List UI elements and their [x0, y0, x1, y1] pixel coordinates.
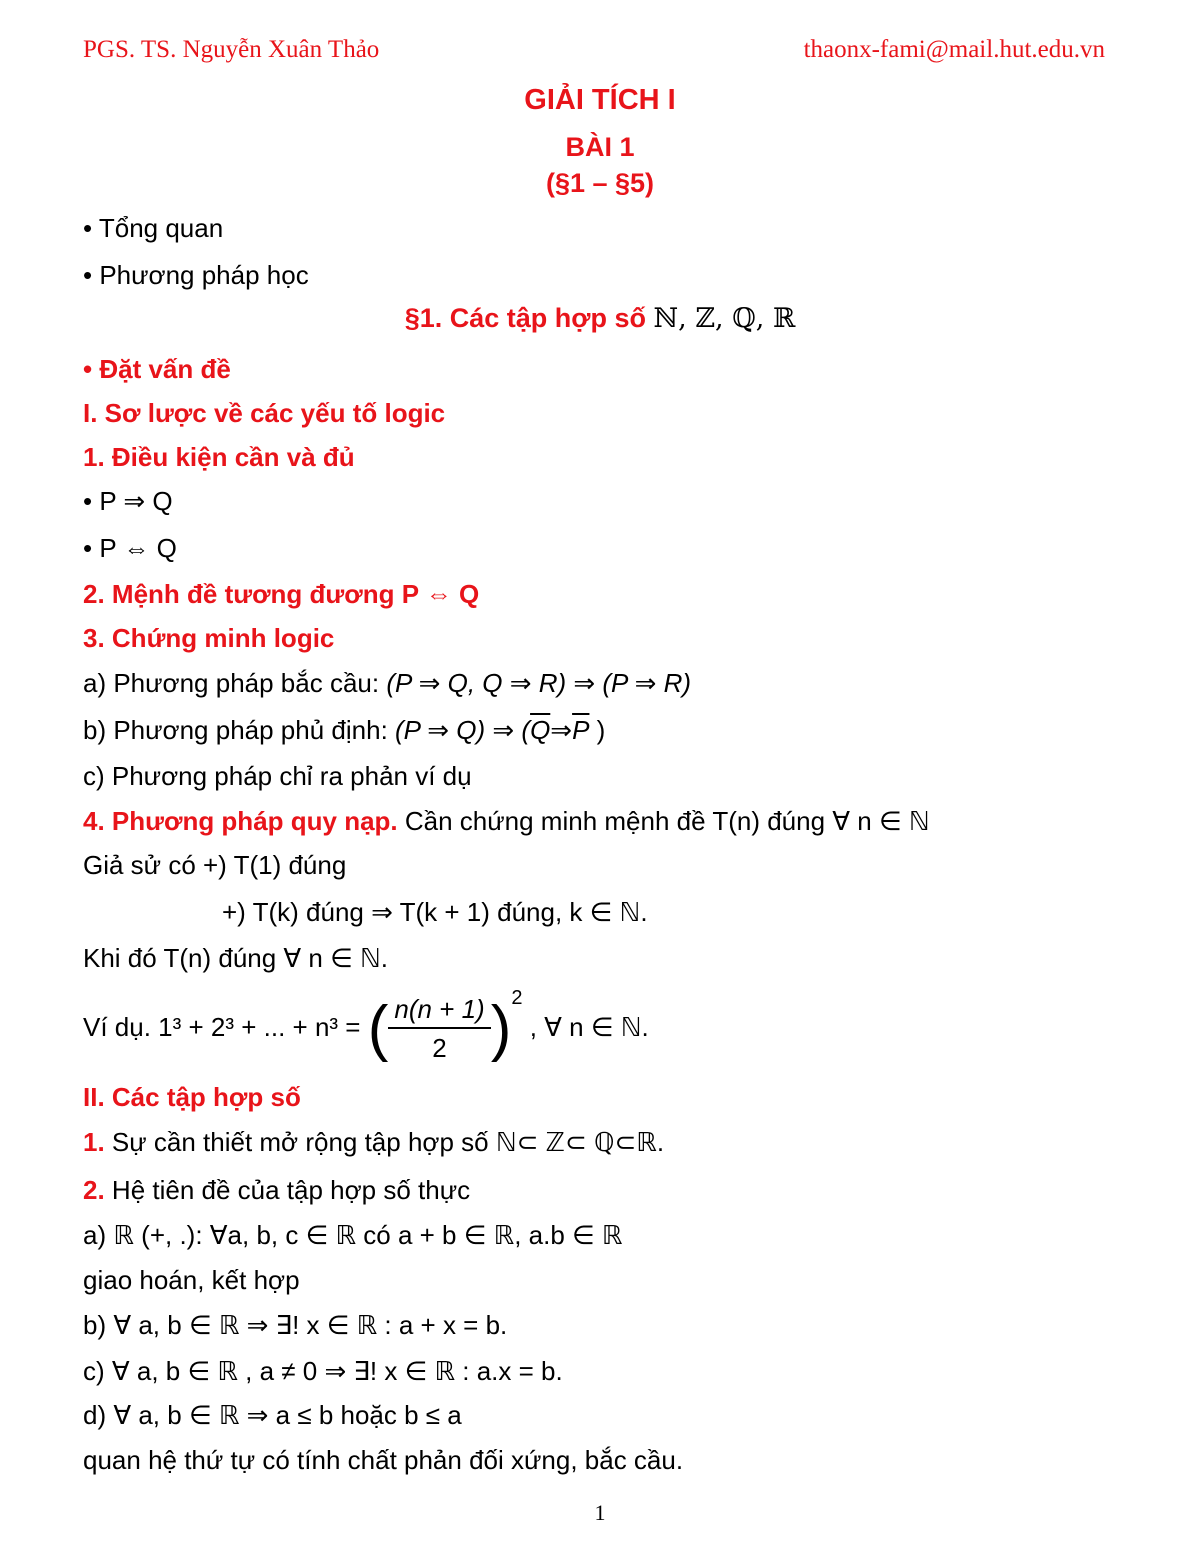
- heading-2: 2. Mệnh đề tương đương P ⇔ Q: [83, 579, 480, 609]
- example-formula: [83, 987, 649, 1064]
- intro-item-overview: • Tổng quan: [83, 213, 224, 243]
- ii2-line: [83, 1174, 470, 1206]
- ii1-number: 1.: [83, 1127, 105, 1157]
- axiom-d: d) ∀ a, b ∈ ℝ ⇒ a ≤ b hoặc b ≤ a: [83, 1400, 462, 1430]
- axiom-a: a) ℝ (+, .): ∀a, b, c ∈ ℝ có a + b ∈ ℝ, a.b ∈ ℝ: [83, 1220, 623, 1250]
- method-b-label: b) Phương pháp phủ định:: [83, 715, 396, 745]
- ii2-number: 2.: [83, 1175, 105, 1205]
- method-b-arrow: ⇒: [550, 715, 573, 745]
- induction-statement: Cần chứng minh mệnh đề T(n) đúng ∀ n ∈ ℕ: [397, 806, 930, 836]
- method-b-end: ): [589, 715, 606, 745]
- method-c: c) Phương pháp chỉ ra phản ví dụ: [83, 761, 472, 791]
- induction-base: Giả sử có +) T(1) đúng: [83, 850, 347, 880]
- fraction: [388, 994, 490, 1064]
- sections-range: (§1 – §5): [545, 168, 655, 198]
- heading-4: 4. Phương pháp quy nạp.: [83, 806, 398, 836]
- dat-van-de: • Đặt vấn đề: [83, 354, 231, 384]
- document-title: GIẢI TÍCH I: [524, 84, 676, 116]
- method-a: [83, 667, 691, 699]
- left-paren: (: [367, 994, 389, 1064]
- ii1-line: [83, 1126, 664, 1158]
- section1-sets: ℕ, ℤ, ℚ, ℝ: [653, 303, 796, 334]
- axiom-b: b) ∀ a, b ∈ ℝ ⇒ ∃! x ∈ ℝ : a + x = b.: [83, 1310, 508, 1340]
- ii1-text: Sự cần thiết mở rộng tập hợp số ℕ⊂ ℤ⊂ ℚ⊂ℝ.: [104, 1127, 665, 1157]
- method-b-not-q: $\overline{Q}$: [530, 715, 551, 745]
- axiom-d-note: quan hệ thứ tự có tính chất phản đối xứng, bắc cầu.: [83, 1445, 684, 1475]
- implication-item: • P ⇒ Q: [83, 486, 173, 516]
- induction-line: [83, 805, 930, 837]
- method-b: [83, 714, 605, 746]
- axiom-c: c) ∀ a, b ∈ ℝ , a ≠ 0 ⇒ ∃! x ∈ ℝ : a.x = b.: [83, 1356, 563, 1386]
- induction-step: +) T(k) đúng ⇒ T(k + 1) đúng, k ∈ ℕ.: [222, 897, 648, 927]
- exponent: 2: [511, 987, 523, 1009]
- section1-title: §1. Các tập hợp số: [404, 303, 646, 333]
- part1-heading: I. Sơ lược về các yếu tố logic: [83, 398, 446, 428]
- method-a-expr: (P ⇒ Q, Q ⇒ R) ⇒ (P ⇒ R): [386, 668, 692, 698]
- header-author: PGS. TS. Nguyễn Xuân Thảo: [83, 36, 380, 63]
- heading-3: 3. Chứng minh logic: [83, 623, 335, 653]
- induction-conclusion: Khi đó T(n) đúng ∀ n ∈ ℕ.: [83, 943, 389, 973]
- method-a-label: a) Phương pháp bắc cầu:: [83, 668, 387, 698]
- right-paren: ): [490, 994, 512, 1064]
- page-number: 1: [594, 1500, 606, 1525]
- method-b-not-p: $\overline{P}$: [572, 715, 590, 745]
- equivalence-item: • P ⇔ Q: [83, 533, 177, 563]
- intro-item-method: • Phương pháp học: [83, 260, 309, 290]
- axiom-a-note: giao hoán, kết hợp: [83, 1265, 300, 1295]
- method-b-expr-start: (P ⇒ Q) ⇒ (: [395, 715, 531, 745]
- ii2-text: Hệ tiên đề của tập hợp số thực: [104, 1175, 471, 1205]
- header-email: thaonx-fami@mail.hut.edu.vn: [803, 36, 1105, 63]
- section1-heading: [0, 303, 1200, 334]
- fraction-numerator: n(n + 1): [388, 994, 490, 1029]
- heading-1: 1. Điều kiện cần và đủ: [83, 442, 355, 472]
- example-rhs: , ∀ n ∈ ℕ.: [529, 1012, 649, 1042]
- fraction-denominator: 2: [432, 1033, 447, 1064]
- part2-heading: II. Các tập hợp số: [83, 1082, 301, 1112]
- lesson-title: BÀI 1: [565, 132, 635, 162]
- example-lhs: Ví dụ. 1³ + 2³ + ... + n³ =: [83, 1012, 361, 1042]
